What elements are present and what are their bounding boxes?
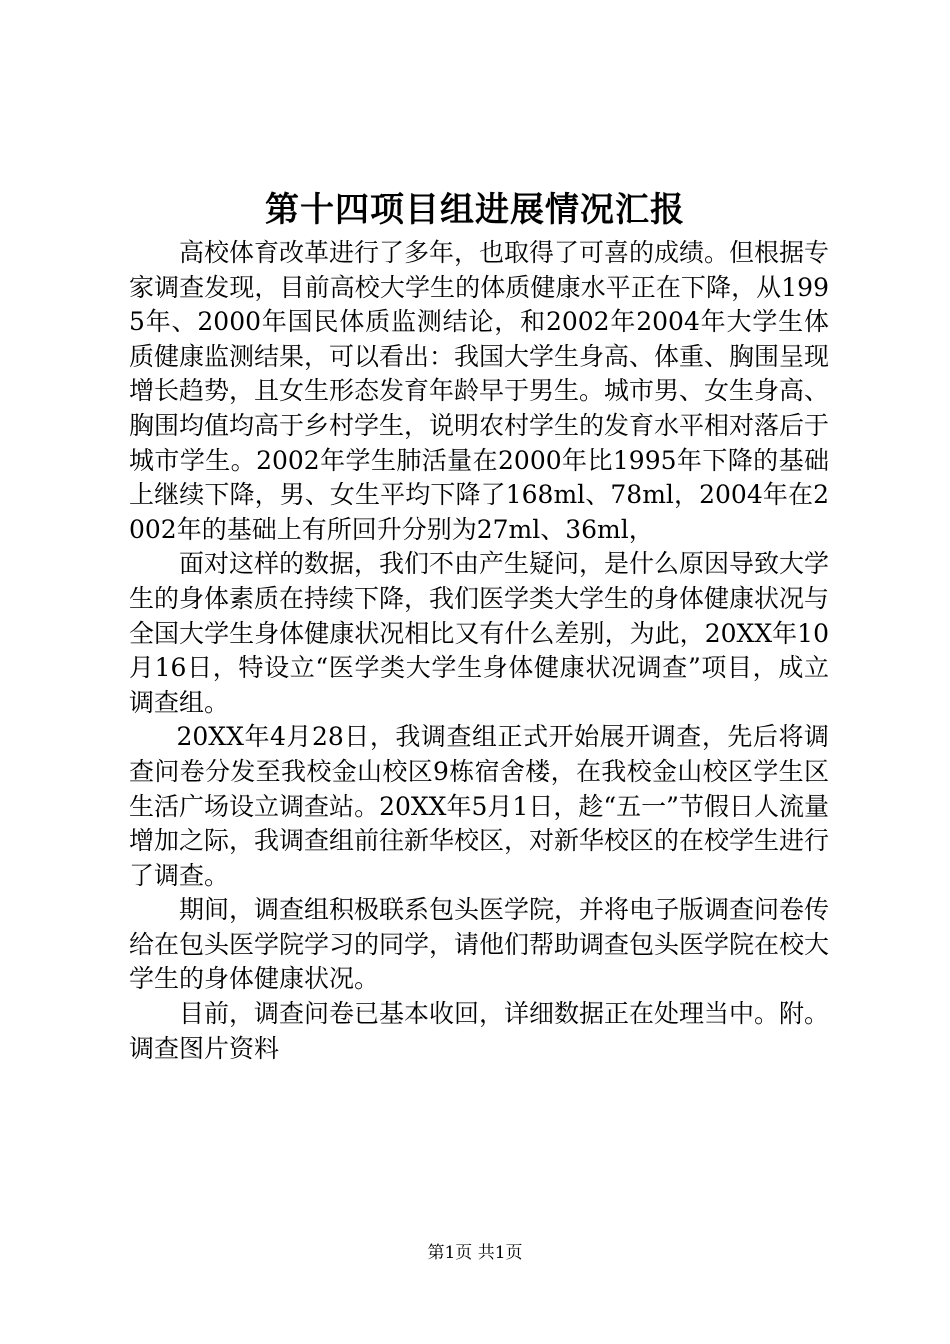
paragraph-1: 高校体育改革进行了多年，也取得了可喜的成绩。但根据专家调查发现，目前高校大学生的体质健康水平正在下降，从1995年、2000年国民体质监测结论，和2002年2004年大学生体质健康监测结果，可以看出：我国大学生身高、体重、胸围呈现增长趋势，且女生形态发育年龄早于男生。城市男、女生身高、胸围均值均高于乡村学生，说明农村学生的发育水平相对落后于城市学生。2002年学生肺活量在2000年比1995年下降的基础上继续下降，男、女生平均下降了168ml、78ml，2004年在2002年的基础上有所回升分别为27ml、36ml， bbox=[129, 238, 830, 544]
page-footer: 第1页 共1页 bbox=[427, 1243, 523, 1263]
paragraph-3: 20XX年4月28日，我调查组正式开始展开调查，先后将调查问卷分发至我校金山校区9栋宿舍楼，在我校金山校区学生区生活广场设立调查站。20XX年5月1日，趁“五一”节假日人流量增加之际，我调查组前往新华校区，对新华校区的在校学生进行了调查。 bbox=[129, 722, 830, 890]
paragraph-4: 期间，调查组积极联系包头医学院，并将电子版调查问卷传给在包头医学院学习的同学，请他们帮助调查包头医学院在校大学生的身体健康状况。 bbox=[129, 895, 830, 994]
document-title: 第十四项目组进展情况汇报 bbox=[265, 190, 685, 230]
paragraph-2: 面对这样的数据，我们不由产生疑问，是什么原因导致大学生的身体素质在持续下降，我们医学类大学生的身体健康状况与全国大学生身体健康状况相比又有什么差别，为此，20XX年10月16日，特设立“医学类大学生身体健康状况调查”项目，成立调查组。 bbox=[129, 549, 830, 717]
paragraph-5: 目前，调查问卷已基本收回，详细数据正在处理当中。附。调查图片资料 bbox=[129, 999, 830, 1063]
document-body bbox=[129, 236, 829, 1066]
